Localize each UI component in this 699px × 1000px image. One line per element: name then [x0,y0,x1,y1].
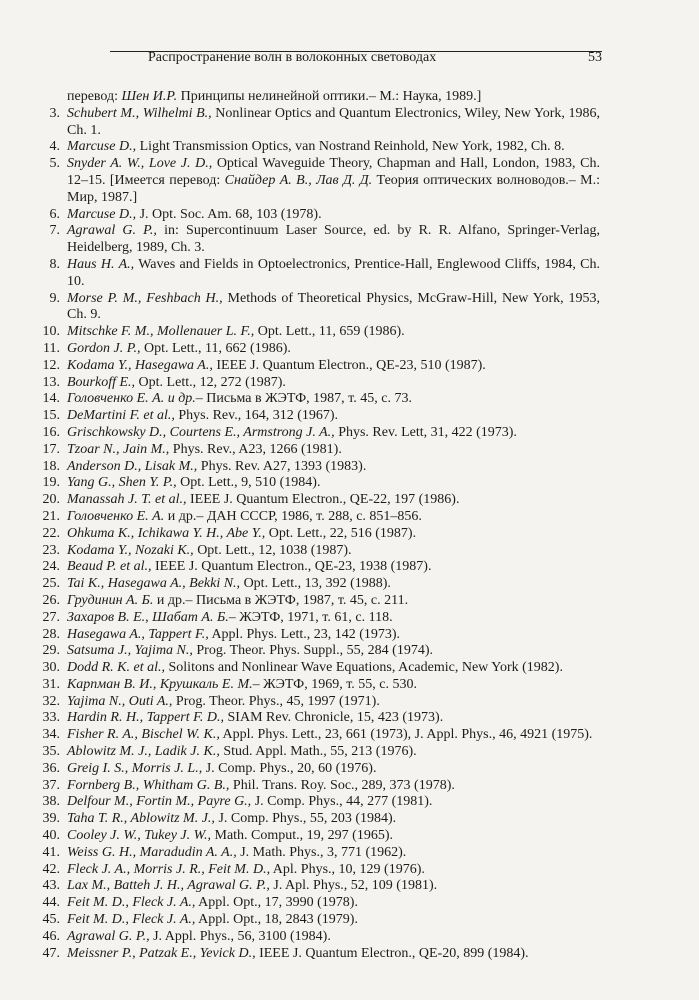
reference-number: 22. [42,525,60,541]
reference-text: Solitons and Nonlinear Wave Equations, Academic, New York (1982). [165,660,563,676]
reference-item [22,895,600,912]
reference-item [22,929,600,946]
reference-authors: Грудинин А. Б. [67,592,154,608]
reference-text: Math. Comput., 19, 297 (1965). [211,828,393,844]
reference-text: Light Transmission Optics, van Nostrand Reinhold, New York, 1982, Ch. 8. [136,139,565,155]
reference-authors: Tzoar N., Jain M., [67,441,170,457]
reference-authors: Захаров В. Е., Шабат А. Б. [67,609,229,625]
reference-text: SIAM Rev. Chronicle, 15, 423 (1973). [224,710,444,726]
reference-authors: Greig I. S., Morris J. L., [67,760,203,776]
reference-item [22,324,600,341]
reference-authors: Meissner P., Patzak E., Yevick D., [67,945,256,961]
reference-authors: Шен И.Р. [121,89,178,104]
reference-item [22,425,600,442]
reference-item [22,139,600,156]
reference-number: 4. [49,139,60,155]
reference-text: J. Opt. Soc. Am. 68, 103 (1978). [136,206,322,222]
reference-item [22,459,600,476]
reference-text: Opt. Lett., 11, 662 (1986). [140,340,291,356]
reference-item [22,576,600,593]
reference-list [22,89,600,962]
reference-authors: Marcuse D., [67,206,137,222]
reference-authors: Marcuse D., [67,139,137,155]
reference-text: – ЖЭТФ, 1971, т. 61, с. 118. [228,609,393,625]
reference-text: Opt. Lett., 13, 392 (1988). [240,576,391,592]
reference-number: 9. [49,290,60,306]
reference-text: Opt. Lett., 22, 516 (1987). [265,525,417,541]
reference-text: Appl. Phys. Lett., 23, 661 (1973), J. Appl. Phys., 46, 4921 (1975). [219,727,593,743]
reference-text: Appl. Opt., 17, 3990 (1978). [195,895,358,911]
reference-authors: Haus H. A., [67,256,135,272]
reference-number: 13. [42,374,60,390]
reference-number: 42. [42,861,60,877]
reference-authors: Kodama Y., Nozaki K., [67,542,194,558]
reference-item [22,408,600,425]
reference-number: 44. [42,895,60,911]
reference-text: Phys. Rev., A23, 1266 (1981). [169,441,342,457]
reference-item [22,526,600,543]
reference-number: 18. [42,458,60,474]
reference-item [22,341,600,358]
reference-item [22,811,600,828]
reference-text: Opt. Lett., 9, 510 (1984). [176,475,321,491]
reference-number: 23. [42,542,60,558]
reference-number: 29. [42,643,60,659]
reference-authors: Feit M. D., Fleck J. A., [67,895,196,911]
reference-item [22,878,600,895]
reference-authors: Yajima N., Outi A., [67,693,173,709]
reference-authors: Mitschke F. M., Mollenauer L. F., [67,324,255,340]
reference-item [22,761,600,778]
reference-item [22,778,600,795]
reference-authors: Morse P. M., Feshbach H., [67,290,223,306]
reference-number: 21. [42,508,60,524]
reference-authors: Weiss G. H., Maradudin A. A., [67,844,237,860]
reference-text: – ЖЭТФ, 1969, т. 55, с. 530. [252,676,417,692]
reference-authors: Головченко Е. А. и др. [67,391,196,407]
reference-item [22,627,600,644]
reference-authors: Anderson D., Lisak M., [67,458,198,474]
reference-text: и др.– ДАН СССР, 1986, т. 288, с. 851–856. [164,508,422,524]
reference-authors: Kodama Y., Hasegawa A., [67,357,213,373]
reference-text: J. Comp. Phys., 44, 277 (1981). [251,794,433,810]
reference-number: 25. [42,576,60,592]
reference-number: 41. [42,844,60,860]
reference-item [22,593,600,610]
reference-number: 26. [42,592,60,608]
reference-authors: Manassah J. T. et al., [67,492,187,508]
reference-authors: Snyder A. W., Love J. D., [67,156,213,172]
reference-text: J. Math. Phys., 3, 771 (1962). [236,844,407,860]
reference-text: Phys. Rev. A27, 1393 (1983). [197,458,367,474]
reference-number: 19. [42,475,60,491]
reference-text: Optical Waveguide Theory, Chapman and Hall, London, 1983, Ch. 12–15. [Имеется перевод: [67,156,600,188]
reference-item [22,106,600,140]
page-number: 53 [588,50,602,65]
reference-item [22,442,600,459]
reference-authors: Yang G., Shen Y. P., [67,475,177,491]
reference-number: 10. [42,324,60,340]
reference-number: 12. [42,357,60,373]
reference-authors: Снайдер А. В., Лав Д. Д. [224,172,373,188]
reference-text: IEEE J. Quantum Electron., QE-23, 510 (1987). [212,357,486,373]
reference-number: 7. [49,223,60,239]
reference-text: in: Supercontinuum Laser Source, ed. by R. R. Alfano, Springer-Verlag, Heidelberg, 1989, Ch. 3. [67,223,600,256]
reference-text: Phil. Trans. Roy. Soc., 289, 373 (1978). [229,777,455,793]
reference-number: 34. [42,727,60,743]
reference-number: 24. [42,559,60,575]
reference-number: 17. [42,441,60,457]
reference-authors: Agrawal G. P., [67,223,157,239]
reference-number: 14. [42,391,60,407]
reference-authors: Grischkowsky D., Courtens E., Armstrong J. A., [67,424,335,440]
reference-item [22,727,600,744]
reference-number: 37. [42,777,60,793]
reference-text: Waves and Fields in Optoelectronics, Prentice-Hall, Englewood Cliffs, 1984, Ch. 10. [67,256,601,289]
reference-text: Nonlinear Optics and Quantum Electronics, Wiley, New York, 1986, Ch. 1. [67,105,600,138]
reference-number: 6. [49,206,60,222]
reference-number: 5. [49,156,60,172]
reference-item [22,946,600,963]
reference-item [22,677,600,694]
reference-authors: Ohkuma K., Ichikawa Y. H., Abe Y., [67,525,266,541]
reference-number: 33. [42,710,60,726]
reference-number: 47. [42,945,60,961]
reference-item [22,694,600,711]
reference-number: 40. [42,828,60,844]
reference-text: Opt. Lett., 12, 272 (1987). [135,374,286,390]
reference-text: Methods of Theoretical Physics, McGraw-Hill, New York, 1953, Ch. 9. [67,290,600,323]
reference-number: 35. [42,744,60,760]
reference-number: 15. [42,408,60,424]
reference-number: 27. [42,609,60,625]
reference-number: 39. [42,811,60,827]
reference-authors: Bourkoff E., [67,374,136,390]
reference-item [22,610,600,627]
reference-item [22,845,600,862]
reference-number: 43. [42,878,60,894]
reference-text: IEEE J. Quantum Electron., QE-22, 197 (1986). [186,492,460,508]
reference-number: 46. [42,928,60,944]
reference-text: Prog. Theor. Phys., 45, 1997 (1971). [172,693,380,709]
reference-authors: Карпман В. И., Крушкаль Е. М. [67,676,253,692]
reference-text: J. Comp. Phys., 20, 60 (1976). [202,760,377,776]
reference-authors: Feit M. D., Fleck J. A., [67,912,196,928]
reference-authors: Hardin R. H., Tappert F. D., [67,710,225,726]
reference-item [22,375,600,392]
reference-number: 32. [42,693,60,709]
reference-text: перевод: [67,89,122,104]
running-header [110,48,602,65]
reference-item [22,391,600,408]
reference-authors: Agrawal G. P., [67,928,150,944]
reference-authors: Schubert M., Wilhelmi B., [67,105,212,121]
reference-item [22,207,600,224]
reference-authors: Fisher R. A., Bischel W. K., [67,727,220,743]
reference-text: Принципы нелинейной оптики.– М.: Наука, 1989.] [177,89,482,104]
reference-text: Phys. Rev. Lett, 31, 422 (1973). [334,424,517,440]
reference-authors: Satsuma J., Yajima N., [67,643,193,659]
reference-text: и др.– Письма в ЖЭТФ, 1987, т. 45, с. 211. [153,592,409,608]
reference-item [22,475,600,492]
running-title: Распространение волн в волоконных световодах [148,50,437,65]
reference-item [22,643,600,660]
reference-authors: Fleck J. A., Morris J. R., Feit M. D., [67,861,271,877]
reference-text: Appl. Phys. Lett., 23, 142 (1973). [208,626,401,642]
reference-authors: Ablowitz M. J., Ladik J. K., [67,744,220,760]
reference-item [22,543,600,560]
reference-authors: Cooley J. W., Tukey J. W., [67,828,211,844]
reference-number: 16. [42,424,60,440]
reference-number: 45. [42,912,60,928]
reference-authors: Tai K., Hasegawa A., Bekki N., [67,576,241,592]
reference-text: – Письма в ЖЭТФ, 1987, т. 45, с. 73. [195,391,412,407]
reference-authors: Lax M., Batteh J. H., Agrawal G. P., [67,878,270,894]
reference-authors: Delfour M., Fortin M., Payre G., [67,794,252,810]
reference-item [22,660,600,677]
reference-text: Phys. Rev., 164, 312 (1967). [174,408,339,424]
reference-authors: Головченко Е. А. [67,508,165,524]
reference-item [22,358,600,375]
reference-text: IEEE J. Quantum Electron., QE-23, 1938 (1987). [151,559,432,575]
reference-item [22,744,600,761]
reference-text: J. Comp. Phys., 55, 203 (1984). [214,811,397,827]
reference-authors: DeMartini F. et al., [67,408,175,424]
reference-item [22,862,600,879]
reference-item [22,156,600,206]
reference-item [22,710,600,727]
reference-text: IEEE J. Quantum Electron., QE-20, 899 (1984). [255,945,529,961]
reference-text: Apl. Phys., 10, 129 (1976). [270,861,425,877]
reference-authors: Hasegawa A., Tappert F., [67,626,209,642]
reference-authors: Taha T. R., Ablowitz M. J., [67,811,215,827]
reference-number: 28. [42,626,60,642]
reference-number: 31. [42,676,60,692]
reference-text: Opt. Lett., 11, 659 (1986). [254,324,405,340]
reference-authors: Beaud P. et al., [67,559,152,575]
reference-continuation [22,89,600,106]
reference-number: 38. [42,794,60,810]
reference-item [22,509,600,526]
reference-number: 36. [42,760,60,776]
reference-item [22,223,600,257]
reference-text: Prog. Theor. Phys. Suppl., 55, 284 (1974). [192,643,433,659]
reference-item [22,257,600,291]
reference-number: 11. [43,340,60,356]
reference-authors: Dodd R. K. et al., [67,660,165,676]
reference-item [22,794,600,811]
reference-text: Opt. Lett., 12, 1038 (1987). [193,542,352,558]
reference-text: J. Appl. Phys., 56, 3100 (1984). [149,928,331,944]
reference-number: 8. [49,256,60,272]
reference-item [22,291,600,325]
reference-item [22,828,600,845]
reference-number: 30. [42,660,60,676]
reference-authors: Fornberg B., Whitham G. B., [67,777,230,793]
reference-item [22,912,600,929]
reference-number: 3. [49,105,60,121]
reference-item [22,492,600,509]
reference-item [22,559,600,576]
reference-text: Appl. Opt., 18, 2843 (1979). [195,912,358,928]
reference-authors: Gordon J. P., [67,340,141,356]
reference-text: J. Apl. Phys., 52, 109 (1981). [269,878,438,894]
reference-text: Stud. Appl. Math., 55, 213 (1976). [219,744,417,760]
reference-text: Теория оптических волноводов.– М.: Мир, 1987.] [67,172,601,205]
reference-number: 20. [42,492,60,508]
